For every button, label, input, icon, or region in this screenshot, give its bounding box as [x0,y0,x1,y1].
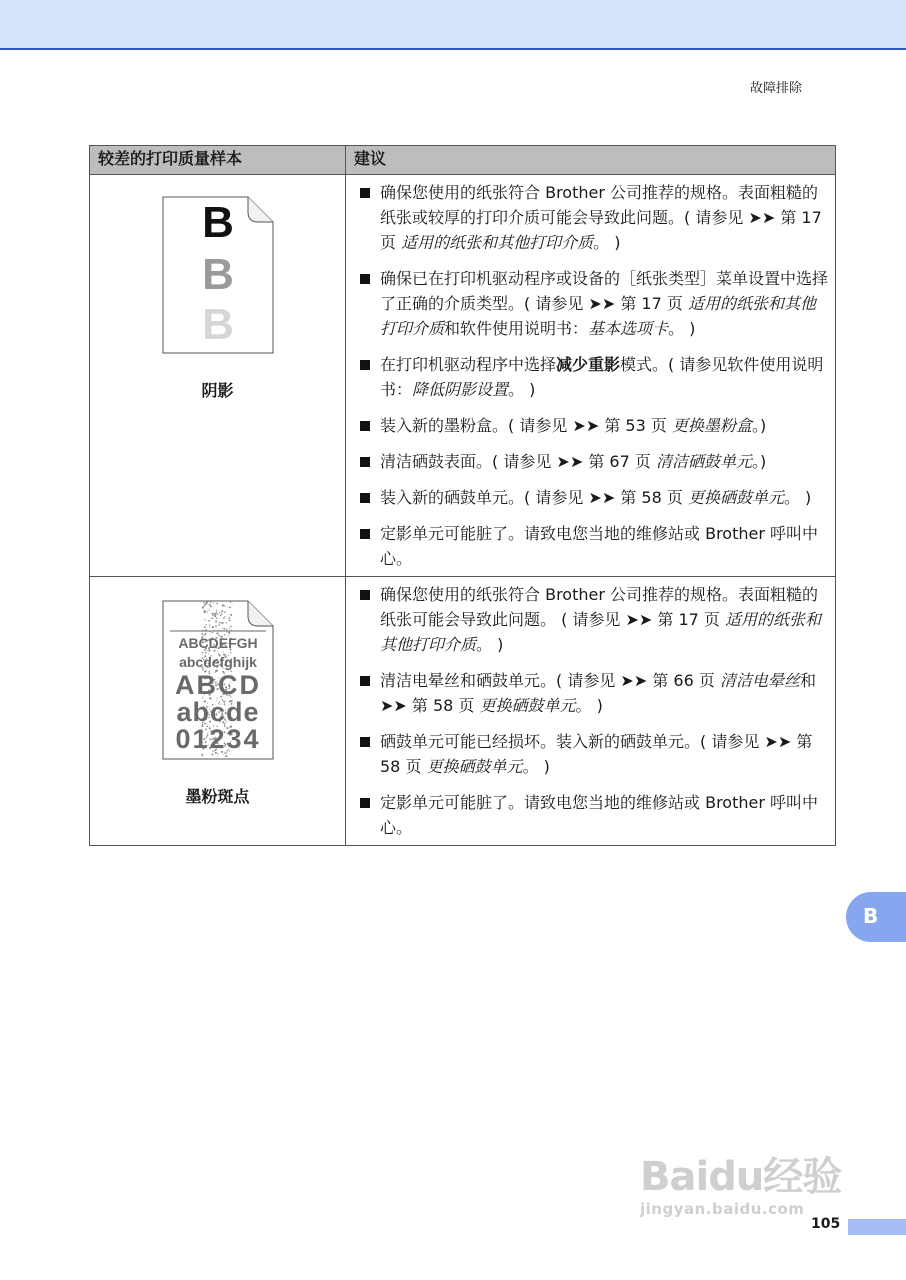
suggestion-item [359,668,828,718]
toner-speck [215,625,217,627]
suggestion-cell [346,175,836,577]
toner-speck [229,628,230,629]
sample-line: ABCDEFGH [177,635,258,651]
toner-speck [201,630,202,631]
sample-label: 墨粉斑点 [185,787,250,806]
suggestion-item [359,485,828,510]
toner-speck [227,606,228,607]
toner-speck [211,617,213,619]
toner-speck [226,628,227,629]
toner-speck [225,755,227,757]
toner-speck [224,611,225,612]
toner-speck [202,606,204,608]
suggestion-text: 更换硒鼓单元 [426,757,523,776]
toner-speck [203,610,205,612]
toner-speck [212,615,213,616]
toner-speck [229,617,230,618]
suggestion-text: 清洁硒鼓单元 [655,452,752,471]
toner-speck [219,612,220,613]
suggestion-text: 更换硒鼓单元 [479,696,576,715]
suggestion-text: 减少重影 [556,355,621,374]
toner-speck [216,756,217,757]
toner-speck [203,602,205,604]
toner-speck [211,632,212,633]
toner-speck [205,624,206,625]
suggestion-text: 装入新的墨粉盒。( 请参见 ➤➤ 第 53 页 [380,416,672,435]
sample-letter-dark: B [201,198,234,247]
suggestion-item [359,521,828,571]
column-header-suggestion: 建议 [346,146,836,175]
toner-speck [228,618,229,619]
suggestion-text: 装入新的硒鼓单元。( 请参见 ➤➤ 第 58 页 [380,488,688,507]
suggestion-item [359,582,828,657]
suggestion-text: 在打印机驱动程序中选择 [380,355,557,374]
ghosting-sample-icon [162,196,274,354]
toner-speck [205,629,206,630]
toner-speck [209,601,210,602]
toner-speck [211,606,212,607]
suggestion-text: 确保您使用的纸张符合 Brother 公司推荐的规格。表面粗糙的纸张或较厚的打印介质可能会导致此问题。( 请参见 ➤➤ 第 17 页 [380,183,822,252]
toner-speck [215,617,216,618]
toner-speck [216,612,217,613]
toner-speck [224,616,225,617]
suggestion-text: 基本选项卡 [588,319,669,338]
print-quality-table [89,145,836,846]
toner-speck [211,626,213,628]
sample-label: 阴影 [201,381,234,400]
toner-speck [221,628,222,629]
toner-speck [207,610,208,611]
suggestion-item [359,413,828,438]
toner-speck [223,617,224,618]
suggestion-text: 定影单元可能脏了。请致电您当地的维修站或 Brother 呼叫中心。 [380,524,819,568]
suggestion-text: 确保您使用的纸张符合 Brother 公司推荐的规格。表面粗糙的纸张可能会导致此问题。 ( 请参见 ➤➤ 第 17 页 [380,585,819,629]
table-row [90,175,836,577]
suggestion-text: 。 ) [575,696,603,715]
baidu-watermark [640,1145,841,1218]
toner-speck [208,604,210,606]
page-number: 105 [811,1216,841,1232]
toner-speck [216,613,218,615]
sample-cell [90,577,346,846]
toner-speck [212,630,214,632]
shadow-sample-image [162,196,274,354]
toner-speck [208,609,209,610]
toner-speck [214,613,216,615]
toner-speck [218,630,220,632]
toner-speck [223,628,225,630]
toner-speck [202,652,203,653]
toner-speck [213,603,214,604]
toner-speck [226,632,227,633]
watermark-url: jingyan.baidu.com [640,1200,805,1218]
toner-speck [223,651,224,652]
chapter-tab [846,892,906,942]
suggestion-text: 。) [751,416,767,435]
toner-speck [201,755,202,756]
suggestion-text: 适用的纸张和其他打印介质 [401,233,594,252]
toner-speck [204,604,205,605]
chapter-tab-label: B [863,904,879,928]
suggestion-item [359,790,828,840]
toner-speck [231,604,232,605]
toner-speck [230,629,231,630]
toner-speck [206,612,207,613]
toner-speck [229,606,231,608]
toner-speck [222,754,223,755]
suggestion-text: 更换墨粉盒 [671,416,752,435]
suggestion-text: 模式。( 请参见软件使用说明书： [380,355,824,399]
toner-speck [205,620,206,621]
toner-speck [223,605,224,606]
suggestion-item [359,449,828,474]
suggestion-text: 。 ) [522,757,550,776]
toner-speck [216,610,217,611]
watermark-logo: Baidu经验 [640,1154,842,1200]
suggestion-text: 。 ) [783,488,812,507]
table-header-row [90,146,836,175]
toner-speck [218,622,220,624]
suggestion-text: 。) [751,452,767,471]
sample-cell [90,175,346,577]
toner-speck [208,624,209,625]
suggestion-text: 适用的纸张和其他打印介质 [380,610,822,654]
toner-speck [228,632,229,633]
toner-speck [203,619,204,620]
suggestion-text: 清洁电晕丝和硒鼓单元。( 请参见 ➤➤ 第 66 页 [380,671,720,690]
toner-speck [230,614,232,616]
toner-speck [226,630,227,631]
toner-speck [208,627,209,628]
suggestion-cell [346,577,836,846]
suggestion-text: 更换硒鼓单元 [687,488,784,507]
suggestion-text: 。 ) [476,635,504,654]
suggestion-text: 降低阴影设置 [412,380,509,399]
toner-speck [220,613,222,615]
sample-line: abcdefghijk [178,654,257,670]
toner-speck [221,622,223,624]
table-row [90,577,836,846]
sample-line: abcde [175,697,260,727]
toner-speck [210,612,211,613]
sample-line: 01234 [174,724,261,754]
sample-line: ABCD [174,670,261,700]
suggestion-list [347,176,834,575]
toner-speck [215,603,216,604]
suggestion-text: 定影单元可能脏了。请致电您当地的维修站或 Brother 呼叫中心。 [380,793,819,837]
toner-speck [208,620,209,621]
section-title: 故障排除 [749,81,802,96]
suggestion-text: 清洁电晕丝 [719,671,800,690]
toner-speck [215,621,217,623]
toner-speck [204,626,205,627]
toner-speck [229,602,230,603]
toner-speck [219,615,220,616]
toner-speck [209,630,211,632]
suggestion-text: 清洁硒鼓表面。( 请参见 ➤➤ 第 67 页 [380,452,656,471]
sample-letter-medium: B [201,250,234,299]
toner-speck [221,610,223,612]
suggestion-item [359,180,828,255]
toner-spots-sample-image [162,600,274,760]
suggestion-item [359,352,828,402]
suggestion-text: 和软件使用说明书： [444,319,589,338]
suggestion-text: 和 ➤➤ 第 58 页 [380,671,816,715]
toner-speck [222,605,223,606]
column-header-sample: 较差的打印质量样本 [90,146,346,175]
suggestion-item [359,729,828,779]
suggestion-text: 。 ) [668,319,696,338]
toner-speck [218,624,220,626]
sample-letter-light: B [201,300,234,349]
toner-speck [214,615,216,617]
bottom-bar [848,1219,906,1235]
suggestion-text: 确保已在打印机驱动程序或设备的［纸张类型］菜单设置中选择了正确的介质类型。( 请参见 ➤➤ 第 17 页 [380,269,829,313]
suggestion-text: 适用的纸张和其他打印介质 [380,294,816,338]
suggestion-text: 硒鼓单元可能已经损坏。装入新的硒鼓单元。( 请参见 ➤➤ 第 58 页 [380,732,813,776]
toner-speck [205,627,206,628]
toner-speck [230,626,232,628]
suggestion-text: 。 ) [508,380,536,399]
toner-specks-sample-icon [162,600,274,760]
suggestion-item [359,266,828,341]
suggestion-text: 。 ) [593,233,621,252]
toner-speck [225,622,226,623]
suggestion-list [347,578,834,844]
toner-speck [228,619,230,621]
top-banner [0,0,906,50]
